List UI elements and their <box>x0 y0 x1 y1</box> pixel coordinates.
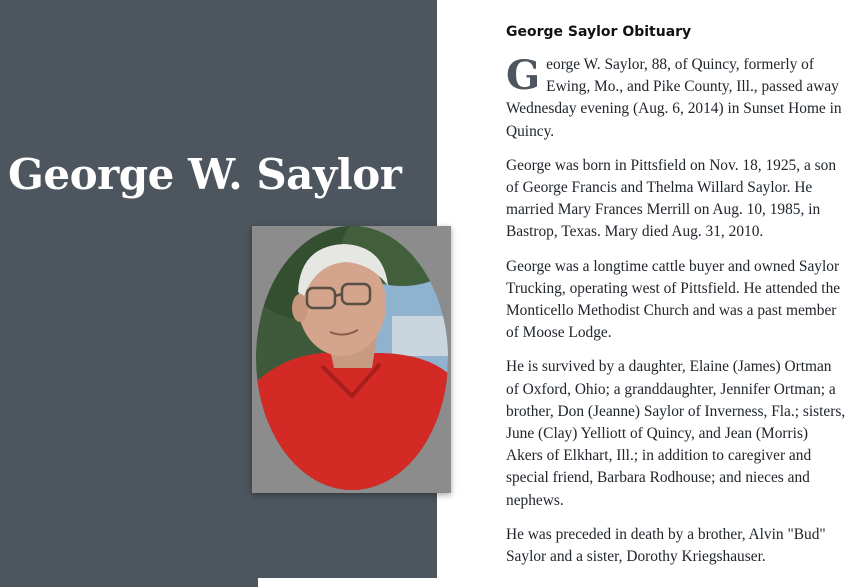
obituary-title: George Saylor Obituary <box>506 24 692 40</box>
obituary-paragraph-3: George was a longtime cattle buyer and owned Saylor Trucking, operating west of Pittsfield. He attended the Monticello Methodist Church and was a past member of Moose Lodge. <box>506 257 841 342</box>
obituary-article <box>506 24 846 580</box>
portrait-photo <box>252 226 451 493</box>
obituary-paragraph-4: He is survived by a daughter, Elaine (James) Ortman of Oxford, Ohio; a granddaughter, Jennifer Ortman; a brother, Don (Jeanne) Saylor of Inverness, Fla.; sisters, June (Clay) Yelliott of Quincy, and Jean (Morris) Akers of Elkhart, Ill.; in addition to caregiver and special friend, Barbara Rodhouse; and nieces and nephews. <box>506 358 846 509</box>
obituary-paragraph-2: George was born in Pittsfield on Nov. 18, 1925, a son of George Francis and Thelma Willard Saylor. He married Mary Frances Merrill on Aug. 10, 1985, in Bastrop, Texas. Mary died Aug. 31, 2010. <box>506 156 837 241</box>
bottom-strip <box>258 578 438 587</box>
obituary-paragraph-5: He was preceded in death by a brother, Alvin "Bud" Saylor and a sister, Dorothy Kriegshauser. <box>506 525 826 566</box>
paragraph-1-text: eorge W. Saylor, 88, of Quincy, formerly of Ewing, Mo., and Pike County, Ill., passed away Wednesday evening (Aug. 6, 2014) in Sunset Home in Quincy. <box>506 56 842 140</box>
portrait-illustration <box>252 226 451 493</box>
drop-cap-letter: G <box>506 52 541 99</box>
deceased-name-heading: George W. Saylor <box>8 150 402 199</box>
obituary-paragraph-1 <box>506 54 846 143</box>
